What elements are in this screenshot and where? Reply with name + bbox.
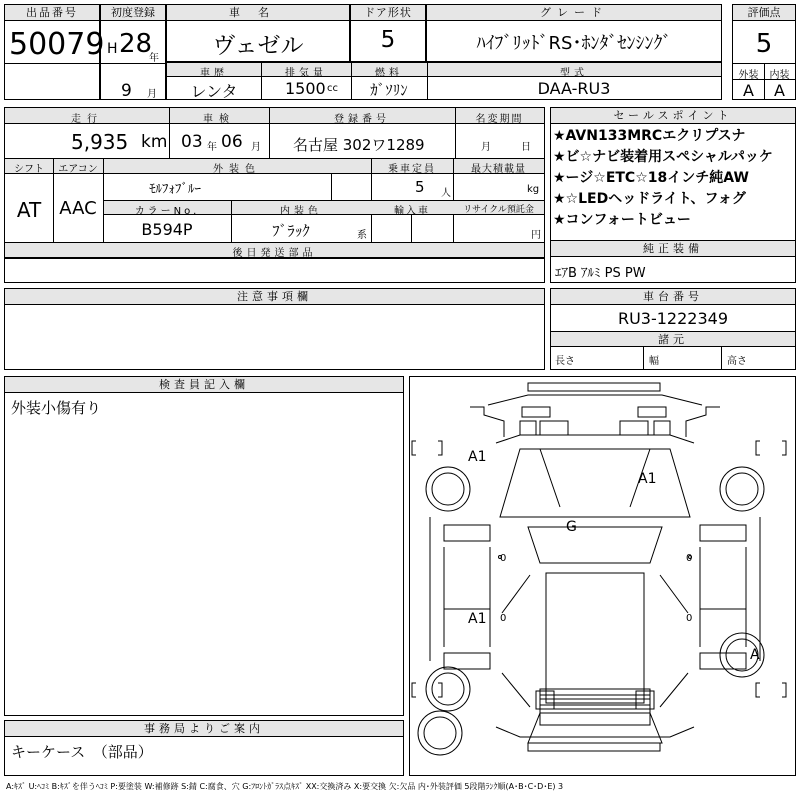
chassis-value: RU3-1222349	[617, 309, 729, 328]
color-label: 外装色	[213, 164, 261, 175]
recycle-label: リサイクル預託金	[463, 205, 534, 215]
grade-value: ﾊｲﾌﾞﾘｯﾄﾞRS･ﾎﾝﾀﾞｾﾝｼﾝｸﾞ	[476, 33, 672, 54]
history-label: 車歴	[200, 68, 228, 79]
sales-point-item: ★AVN133MRCエクリプスナ	[553, 128, 746, 144]
mileage-unit: km	[141, 132, 168, 152]
score-value: 5	[755, 29, 773, 59]
car-name: ヴェゼル	[212, 33, 304, 59]
car-diagram-box	[409, 376, 796, 776]
first-registration-box	[100, 4, 166, 100]
sales-point-item: ★ージ☆ETC☆18インチ純AW	[553, 170, 749, 186]
import-label: 輸入車	[394, 206, 430, 217]
equipment-value: ｴｱB ｱﾙﾐ PS PW	[555, 266, 646, 281]
height-label: 高さ	[727, 356, 747, 367]
damage-mark: A	[750, 647, 760, 663]
sales-point-item: ★コンフォートビュー	[553, 212, 691, 228]
sales-points-label: セールスポイント	[551, 108, 795, 124]
history-value: レンタ	[190, 82, 238, 101]
capacity-value: 5	[415, 178, 425, 196]
sales-point-item: ★ビ☆ナビ装着用スペシャルパッケ	[553, 149, 773, 165]
diagram-zero: 0	[500, 613, 507, 624]
reg-month: 9	[121, 81, 132, 101]
mileage-value: 5,935	[71, 130, 129, 154]
interior-color-label: 内装色	[280, 206, 322, 217]
load-label: 最大積載量	[471, 164, 526, 175]
color-no-label: カラーNo.	[134, 206, 200, 217]
diagram-zero: 0	[686, 613, 693, 624]
color-no-value: B594P	[141, 220, 193, 239]
name-change-day-unit: 日	[521, 142, 531, 153]
ac-label: エアコン	[58, 164, 98, 175]
office-box	[4, 720, 404, 776]
diagram-zero: 0	[500, 553, 507, 564]
year-unit: 年	[149, 53, 159, 64]
office-label: 事務局よりご案内	[5, 721, 403, 737]
exterior-label: 外装	[738, 70, 759, 81]
interior-color-value: ﾌﾞﾗｯｸ	[272, 222, 310, 240]
inspection-year: 03	[181, 132, 203, 152]
lot-label: 出品番号	[5, 5, 99, 21]
equipment-label: 純正装備	[551, 241, 795, 257]
dimensions-label: 諸元	[551, 332, 795, 347]
length-label: 長さ	[555, 356, 575, 367]
sales-points-list	[553, 126, 795, 231]
damage-mark: A1	[638, 471, 657, 487]
capacity-label: 乗車定員	[388, 164, 436, 175]
width-label: 幅	[649, 356, 659, 367]
load-unit: kg	[527, 184, 540, 195]
damage-mark: A1	[468, 449, 487, 465]
fuel-value: ｶﾞｿﾘﾝ	[370, 81, 408, 99]
inspection-year-unit: 年	[207, 142, 217, 153]
chassis-box	[550, 288, 796, 370]
interior-label: 内装	[769, 70, 790, 81]
plate-value: 名古屋 302ワ1289	[293, 136, 425, 154]
grade-box	[426, 4, 722, 62]
mileage-label: 走行	[71, 114, 103, 125]
interior-color-unit: 系	[357, 230, 367, 241]
diagram-zero: 0	[686, 553, 693, 564]
car-name-box	[166, 4, 350, 62]
sales-point-item: ★☆LEDヘッドライト、フォグ	[553, 191, 746, 207]
notes-label: 注意事項欄	[5, 289, 544, 305]
details-block	[4, 107, 545, 283]
lot-box	[4, 4, 105, 100]
capacity-unit: 人	[441, 188, 451, 199]
name-change-month-unit: 月	[481, 142, 491, 153]
model-code-value: DAA-RU3	[537, 79, 611, 98]
plate-label: 登録番号	[334, 114, 390, 125]
doors-box	[350, 4, 426, 62]
displacement-label: 排気量	[285, 68, 327, 79]
car-name-label: 車名	[167, 5, 349, 21]
shift-label: シフト	[14, 164, 44, 175]
color-value: ﾓﾙﾌｫﾌﾞﾙｰ	[149, 182, 201, 197]
month-unit: 月	[147, 89, 157, 100]
inspection-month-unit: 月	[251, 142, 261, 153]
sales-points-box	[550, 107, 796, 283]
model-code-label: 型式	[560, 68, 588, 79]
displacement-unit: cc	[327, 83, 338, 94]
grade-label: グレード	[427, 5, 721, 21]
interior-grade: A	[774, 81, 785, 100]
later-parts-label: 後日発送部品	[232, 248, 317, 259]
name-change-label: 名変期間	[475, 114, 524, 125]
first-reg-label: 初度登録	[101, 5, 165, 21]
notes-box	[4, 288, 545, 370]
damage-mark: A1	[468, 611, 487, 627]
history-row	[166, 62, 722, 100]
shift-value: AT	[16, 198, 42, 222]
car-diagram	[410, 377, 795, 775]
office-text: キーケース （部品）	[11, 743, 153, 761]
inspector-box	[4, 376, 404, 716]
inspector-text: 外装小傷有り	[11, 399, 102, 417]
chassis-label: 車台番号	[551, 289, 795, 305]
ac-value: AAC	[59, 198, 97, 219]
score-box	[732, 4, 796, 100]
displacement-value: 1500	[285, 79, 326, 98]
damage-mark: G	[566, 519, 577, 535]
inspector-label: 検査員記入欄	[5, 377, 403, 393]
reg-year: 28	[119, 29, 153, 59]
era: H	[107, 41, 118, 57]
exterior-grade: A	[743, 81, 754, 100]
fuel-label: 燃料	[375, 68, 403, 79]
lot-number: 50079	[9, 27, 105, 62]
doors-label: ドア形状	[351, 5, 425, 21]
inspection-label: 車検	[203, 114, 235, 125]
score-label: 評価点	[733, 5, 795, 21]
inspection-month: 06	[221, 132, 243, 152]
recycle-unit: 円	[531, 230, 541, 241]
doors-value: 5	[380, 27, 396, 53]
legend-text: A:ｷｽﾞ U:ﾍｺﾐ B:ｷｽﾞを伴うﾍｺﾐ P:要塗装 W:補修跡 S:錆 C:腐食、穴 G:ﾌﾛﾝﾄｶﾞﾗｽ点ｷｽﾞ XX:交換済み X:要交換 欠:欠品 内･外装評価 5段階ﾗﾝｸ順(A･B･C･D･E) 3	[6, 782, 564, 791]
